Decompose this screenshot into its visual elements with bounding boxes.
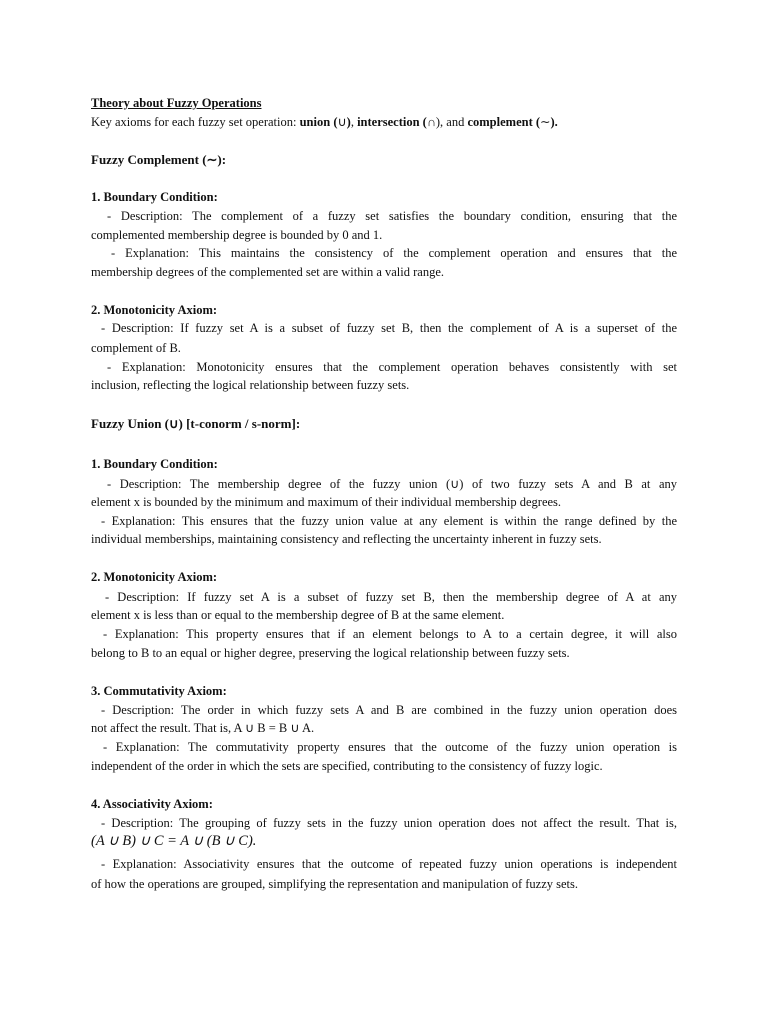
complement-heading: Fuzzy Complement (∼): [91, 152, 227, 167]
intro-union-close: ) [346, 115, 351, 129]
intro-complement: complement ( [467, 115, 541, 129]
intro-intersection-symbol: ∩ [426, 115, 436, 129]
complement-boundary-desc-1 [91, 208, 677, 224]
complement-boundary-desc-2: complemented membership degree is bounded by 0 and 1. [91, 228, 383, 242]
union-associativity-expl-1-text: - Explanation: Associativity ensures that the outcome of repeated fuzzy union operations is independent [101, 857, 677, 871]
complement-boundary-expl-1-text: - Explanation: This maintains the consistency of the complement operation and ensures that the [111, 246, 677, 260]
union-associativity-expl-1 [91, 856, 677, 872]
union-boundary-title: 1. Boundary Condition: [91, 457, 218, 471]
intro-union: union ( [299, 115, 338, 129]
union-monotonicity-expl-1 [91, 626, 677, 642]
union-monotonicity-desc-1 [91, 589, 677, 605]
intro-inter-open: ( [419, 115, 427, 129]
intro-inter-close: ), and [435, 115, 468, 129]
complement-boundary-expl-2: membership degrees of the complemented set are within a valid range. [91, 265, 444, 279]
union-monotonicity-desc-1-text: - Description: If fuzzy set A is a subset of fuzzy set B, then the membership degree of A at any [105, 590, 677, 604]
union-boundary-expl-2: individual memberships, maintaining consistency and reflecting the uncertainty inherent in fuzzy sets. [91, 532, 602, 546]
intro-union-symbol: ∪ [337, 115, 347, 129]
union-monotonicity-desc-2: element x is less than or equal to the membership degree of B at the same element. [91, 608, 505, 622]
union-commutativity-expl-1-text: - Explanation: The commutativity property ensures that the outcome of the fuzzy union operation is [103, 740, 677, 754]
complement-boundary-expl-1 [91, 245, 677, 261]
union-associativity-formula: (A ∪ B) ∪ C = A ∪ (B ∪ C). [91, 833, 257, 849]
intro-complement-symbol: ∼ [540, 115, 551, 129]
intro-prefix: Key axioms for each fuzzy set operation: [91, 115, 300, 129]
union-monotonicity-expl-2: belong to B to an equal or higher degree, preserving the logical relationship between fuzzy sets. [91, 646, 570, 660]
union-boundary-desc-1-text: - Description: The membership degree of the fuzzy union (∪) of two fuzzy sets A and B at any [107, 477, 677, 491]
complement-monotonicity-expl-1 [91, 359, 677, 375]
union-heading: Fuzzy Union (∪) [t-conorm / s-norm]: [91, 416, 301, 431]
union-commutativity-expl-1 [91, 739, 677, 755]
intro-sep: , [350, 115, 358, 129]
complement-monotonicity-desc-1-text: - Description: If fuzzy set A is a subset of fuzzy set B, then the complement of A is a superset of the [101, 321, 677, 335]
union-associativity-title: 4. Associativity Axiom: [91, 797, 213, 811]
union-boundary-desc-2: element x is bounded by the minimum and maximum of their individual membership degrees. [91, 495, 562, 509]
intro-intersection: intersection [357, 115, 420, 129]
doc-title: Theory about Fuzzy Operations [91, 96, 262, 110]
intro-line [91, 114, 558, 130]
complement-monotonicity-expl-2: inclusion, reflecting the logical relationship between fuzzy sets. [91, 378, 410, 392]
union-associativity-desc-1-text: - Description: The grouping of fuzzy sets in the fuzzy union operation does not affect the result. That is, [101, 816, 677, 830]
complement-monotonicity-title: 2. Monotonicity Axiom: [91, 303, 218, 317]
intro-complement-close: ). [550, 115, 558, 129]
union-commutativity-desc-2: not affect the result. That is, A ∪ B = B ∪ A. [91, 721, 315, 735]
union-commutativity-desc-1 [91, 702, 677, 718]
complement-boundary-title: 1. Boundary Condition: [91, 190, 218, 204]
complement-monotonicity-expl-1-text: - Explanation: Monotonicity ensures that the complement operation behaves consistently with set [107, 360, 677, 374]
union-associativity-desc-1 [91, 815, 677, 831]
complement-boundary-desc-1-text: - Description: The complement of a fuzzy set satisfies the boundary condition, ensuring that the [107, 209, 677, 223]
union-associativity-expl-2: of how the operations are grouped, simplifying the representation and manipulation of fuzzy sets. [91, 877, 579, 891]
union-commutativity-title: 3. Commutativity Axiom: [91, 684, 227, 698]
union-commutativity-expl-2: independent of the order in which the sets are specified, contributing to the consistency of fuzzy logic. [91, 759, 603, 773]
union-boundary-expl-1-text: - Explanation: This ensures that the fuzzy union value at any element is within the range defined by the [101, 514, 677, 528]
complement-monotonicity-desc-1 [91, 320, 677, 336]
complement-monotonicity-desc-2: complement of B. [91, 341, 181, 355]
union-monotonicity-expl-1-text: - Explanation: This property ensures that if an element belongs to A to a certain degree, it will also [103, 627, 677, 641]
union-boundary-expl-1 [91, 513, 677, 529]
union-commutativity-desc-1-text: - Description: The order in which fuzzy sets A and B are combined in the fuzzy union operation does [101, 703, 677, 717]
union-boundary-desc-1 [91, 476, 677, 492]
union-monotonicity-title: 2. Monotonicity Axiom: [91, 570, 218, 584]
